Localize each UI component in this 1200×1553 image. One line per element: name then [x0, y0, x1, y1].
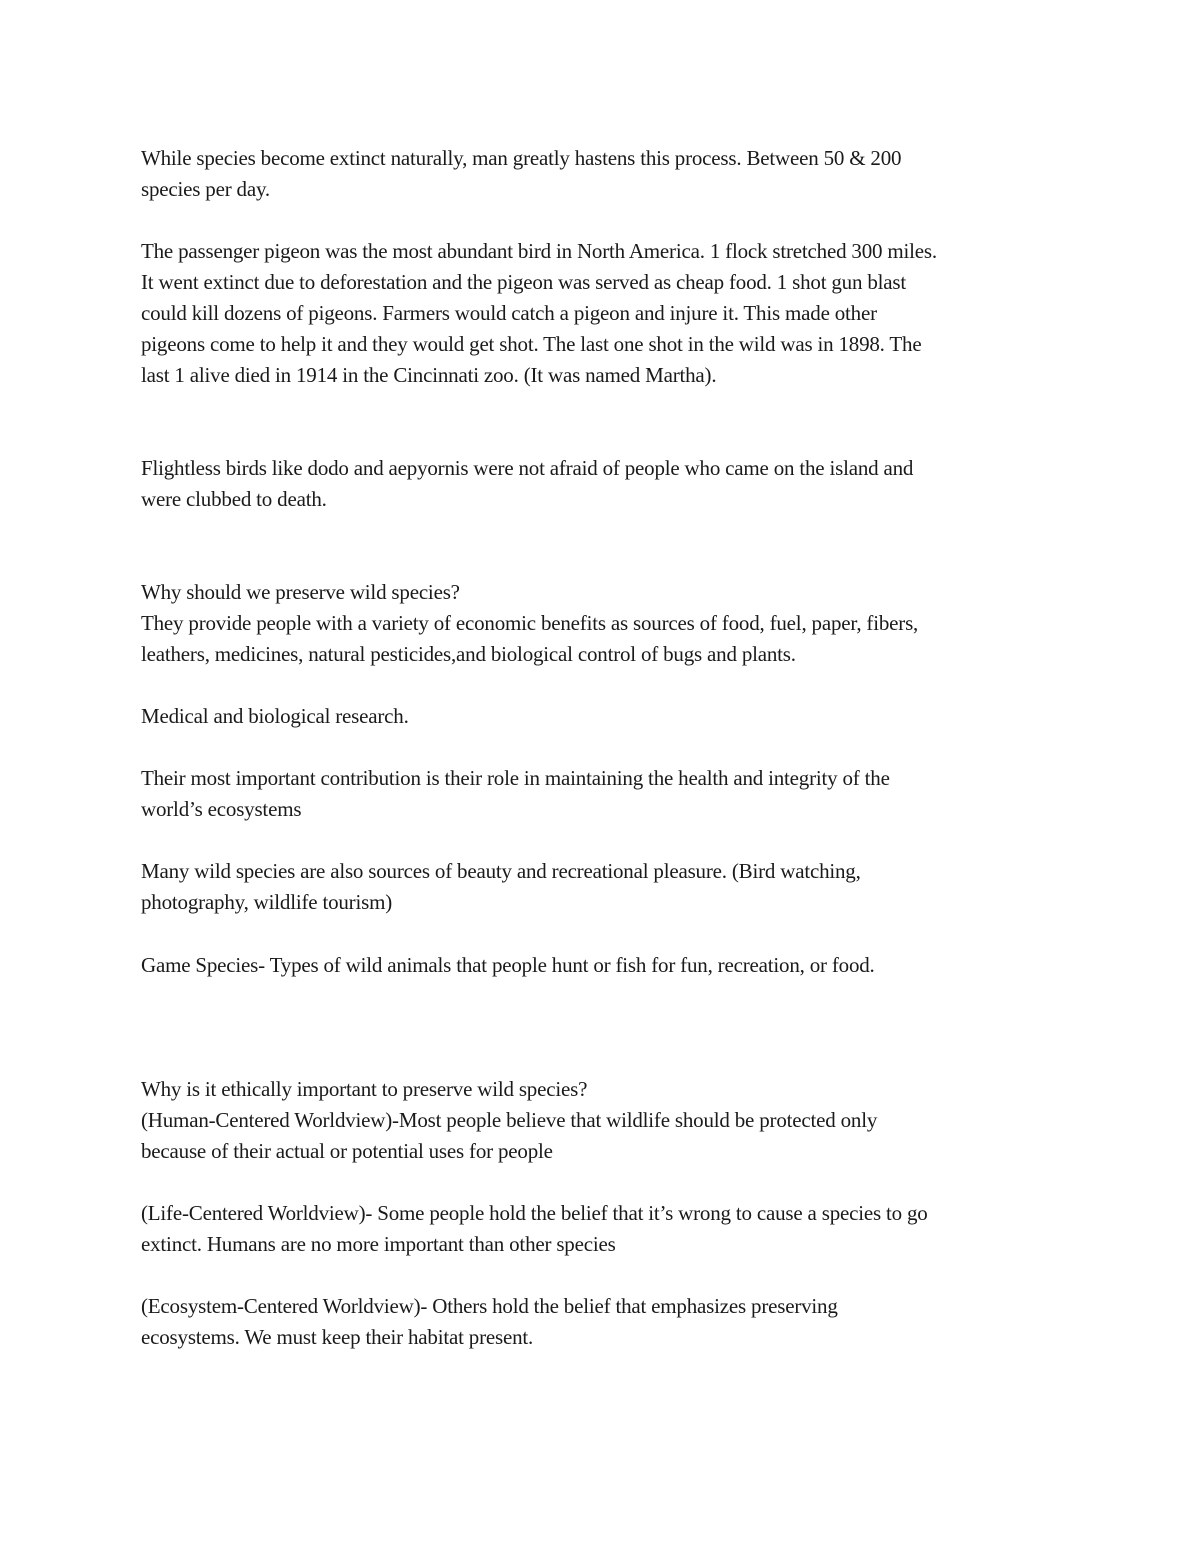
text-line: (Ecosystem-Centered Worldview)- Others hold the belief that emphasizes preserving — [141, 1294, 838, 1318]
paragraph-passenger-pigeon — [141, 236, 1066, 391]
text-line: species per day. — [141, 177, 270, 201]
text-line: could kill dozens of pigeons. Farmers would catch a pigeon and injure it. This made other — [141, 301, 877, 325]
text-line: Medical and biological research. — [141, 704, 409, 728]
paragraph-ethics — [141, 1074, 1066, 1167]
text-line: (Life-Centered Worldview)- Some people hold the belief that it’s wrong to cause a species to go — [141, 1201, 928, 1225]
text-line: It went extinct due to deforestation and the pigeon was served as cheap food. 1 shot gun blast — [141, 270, 906, 294]
text-line: The passenger pigeon was the most abundant bird in North America. 1 flock stretched 300 miles. — [141, 239, 937, 263]
paragraph-medical-research — [141, 701, 1066, 732]
text-line: because of their actual or potential uses for people — [141, 1139, 553, 1163]
paragraph-ecosystem-centered — [141, 1291, 1066, 1353]
text-line: While species become extinct naturally, man greatly hastens this process. Between 50 & 200 — [141, 146, 902, 170]
text-line: pigeons come to help it and they would get shot. The last one shot in the wild was in 1898. The — [141, 332, 922, 356]
text-line: Why should we preserve wild species? — [141, 580, 460, 604]
text-line: extinct. Humans are no more important than other species — [141, 1232, 616, 1256]
text-line: Game Species- Types of wild animals that people hunt or fish for fun, recreation, or food. — [141, 953, 875, 977]
text-line: Their most important contribution is their role in maintaining the health and integrity of the — [141, 766, 890, 790]
text-line: last 1 alive died in 1914 in the Cincinnati zoo. (It was named Martha). — [141, 363, 717, 387]
paragraph-extinction-rate — [141, 143, 1066, 205]
paragraph-beauty-recreation — [141, 856, 1066, 918]
paragraph-flightless-birds — [141, 453, 1066, 515]
text-line: were clubbed to death. — [141, 487, 327, 511]
text-line: ecosystems. We must keep their habitat present. — [141, 1325, 534, 1349]
paragraph-why-preserve — [141, 577, 1066, 670]
paragraph-game-species — [141, 950, 1066, 981]
text-line: leathers, medicines, natural pesticides,and biological control of bugs and plants. — [141, 642, 796, 666]
paragraph-life-centered — [141, 1198, 1066, 1260]
text-line: Many wild species are also sources of beauty and recreational pleasure. (Bird watching, — [141, 859, 861, 883]
paragraph-ecosystem-role — [141, 763, 1066, 825]
text-line: photography, wildlife tourism) — [141, 890, 393, 914]
text-line: They provide people with a variety of economic benefits as sources of food, fuel, paper, fibers, — [141, 611, 919, 635]
text-line: Flightless birds like dodo and aepyornis were not afraid of people who came on the island and — [141, 456, 914, 480]
text-line: (Human-Centered Worldview)-Most people believe that wildlife should be protected only — [141, 1108, 878, 1132]
text-line: world’s ecosystems — [141, 797, 302, 821]
text-line: Why is it ethically important to preserve wild species? — [141, 1077, 588, 1101]
